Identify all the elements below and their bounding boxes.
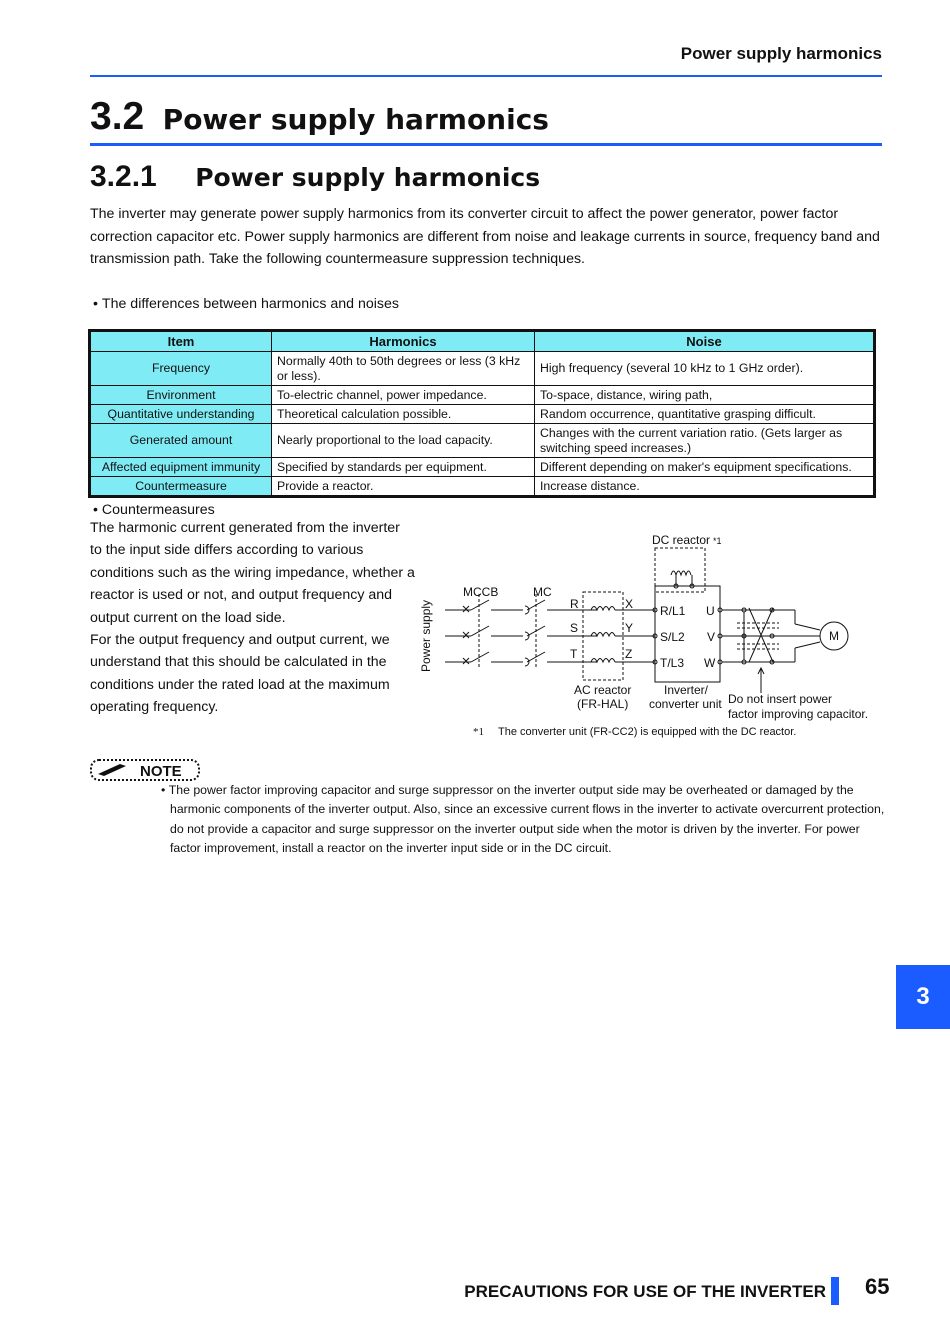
mc-label: MC (533, 585, 552, 599)
terminal-s: S (570, 621, 579, 635)
terminal-y: Y (625, 621, 634, 635)
terminal-x: X (625, 597, 634, 611)
terminal-w: W (704, 656, 716, 670)
countermeasure-paragraph-2: For the output frequency and output current, we understand that this should be calculated in the conditions under the rated load at the maximum operating frequency. (90, 632, 390, 716)
intro-paragraph: The inverter may generate power supply harmonics from its converter circuit to affect the power generator, power factor correction capacitor etc. Power supply harmonics are different from noise and leakage currents in source, frequency band and transmission path. Take the following countermeasure suppression techniques. (90, 206, 880, 267)
bullet-differences (93, 296, 399, 312)
terminal-t-l3: T/L3 (660, 656, 685, 670)
section-heading (90, 95, 549, 139)
row-item: Affected equipment immunity (91, 458, 272, 477)
page-number: 65 (865, 1274, 890, 1299)
terminal-r-l1: R/L1 (660, 604, 686, 618)
footer-title: PRECAUTIONS FOR USE OF THE INVERTER (464, 1282, 826, 1301)
prohibit-cross (749, 608, 773, 693)
subsection-title: Power supply harmonics (195, 163, 541, 192)
countermeasure-paragraph-1: The harmonic current generated from the inverter to the input side differs according to various conditions such as the wiring impedance, whether a reactor is used or not, and output frequency and output current on the load side. (90, 520, 415, 626)
note-bullet: • (161, 783, 169, 797)
row-harmonics: Nearly proportional to the load capacity. (272, 424, 535, 458)
terminal-v: V (707, 630, 716, 644)
section-number: 3.2 (90, 95, 145, 138)
chapter-tab[interactable]: 3 (896, 965, 950, 1029)
row-item: Environment (91, 386, 272, 405)
row-item: Frequency (91, 352, 272, 386)
footnote-text: The converter unit (FR-CC2) is equipped with the DC reactor. (498, 726, 797, 738)
header-rule (90, 75, 882, 77)
terminal-t: T (570, 647, 578, 661)
row-noise: To-space, distance, wiring path, (535, 386, 874, 405)
ac-reactor-model: (FR-HAL) (577, 697, 629, 711)
table-header-row (91, 332, 874, 352)
dc-reactor-mark: *1 (713, 536, 722, 546)
output-lines (722, 608, 820, 664)
subsection-heading (90, 160, 540, 194)
section-title: Power supply harmonics (162, 103, 549, 136)
subsection-number: 3.2.1 (90, 160, 157, 193)
table-row (91, 386, 874, 405)
footnote-mark: *1 (473, 726, 484, 738)
row-item: Countermeasure (91, 477, 272, 496)
col-header-item: Item (91, 332, 272, 352)
mc-contacts (525, 594, 597, 668)
table-row (91, 458, 874, 477)
warning-label-2: factor improving capacitor. (728, 707, 869, 721)
row-harmonics: Theoretical calculation possible. (272, 405, 535, 424)
ac-reactor-label: AC reactor (574, 683, 632, 697)
bullet-countermeasures-text: Countermeasures (101, 502, 215, 518)
power-supply-label: Power supply (419, 599, 433, 672)
row-item: Quantitative understanding (91, 405, 272, 424)
row-harmonics: Normally 40th to 50th degrees or less (3 kHz or less). (272, 352, 535, 386)
terminal-r: R (570, 597, 579, 611)
row-harmonics: Provide a reactor. (272, 477, 535, 496)
row-noise: Random occurrence, quantitative grasping difficult. (535, 405, 874, 424)
dc-reactor (655, 548, 705, 592)
motor-label: M (829, 629, 839, 643)
warning-label-1: Do not insert power (728, 692, 833, 706)
wiring-diagram (415, 528, 875, 723)
row-harmonics: To-electric channel, power impedance. (272, 386, 535, 405)
bullet-dot: • (93, 502, 102, 518)
running-header: Power supply harmonics (680, 44, 882, 63)
row-noise: High frequency (several 10 kHz to 1 GHz order). (535, 352, 874, 386)
comparison-table (90, 331, 874, 496)
table-row (91, 352, 874, 386)
countermeasure-text (90, 517, 415, 719)
row-noise: Increase distance. (535, 477, 874, 496)
bullet-dot: • (93, 296, 102, 312)
section-rule (90, 143, 882, 146)
mccb-breakers (463, 594, 523, 668)
table-row (91, 424, 874, 458)
row-harmonics: Specified by standards per equipment. (272, 458, 535, 477)
inverter-label-2: converter unit (649, 697, 722, 711)
inverter-label-1: Inverter/ (664, 683, 709, 697)
table-row (91, 405, 874, 424)
footnote (473, 726, 796, 738)
row-item: Generated amount (91, 424, 272, 458)
terminal-u: U (706, 604, 715, 618)
dc-reactor-label: DC reactor (652, 533, 711, 547)
mccb-label: MCCB (463, 585, 499, 599)
col-header-noise: Noise (535, 332, 874, 352)
bullet-differences-text: The differences between harmonics and noises (101, 296, 399, 312)
note-label: NOTE (140, 763, 182, 780)
row-noise: Changes with the current variation ratio. (Gets larger as switching speed increases.) (535, 424, 874, 458)
note-text (161, 781, 885, 858)
col-header-harmonics: Harmonics (272, 332, 535, 352)
bullet-countermeasures (93, 502, 215, 518)
note-body: The power factor improving capacitor and surge suppressor on the inverter output side may be overheated or damaged by the harmonic components of the inverter output. Also, since an excessive current flows in the inverter to activate overcurrent protection, do not provide a capacitor and surge suppressor on the inverter output side when the motor is driven by the inverter. For power factor improvement, install a reactor on the inverter input side or in the DC circuit. (168, 783, 885, 855)
note-badge (90, 758, 202, 782)
footer-bar (831, 1277, 839, 1305)
row-noise: Different depending on maker's equipment specifications. (535, 458, 874, 477)
terminal-z: Z (625, 647, 633, 661)
table-row (91, 477, 874, 496)
terminal-s-l2: S/L2 (660, 630, 685, 644)
